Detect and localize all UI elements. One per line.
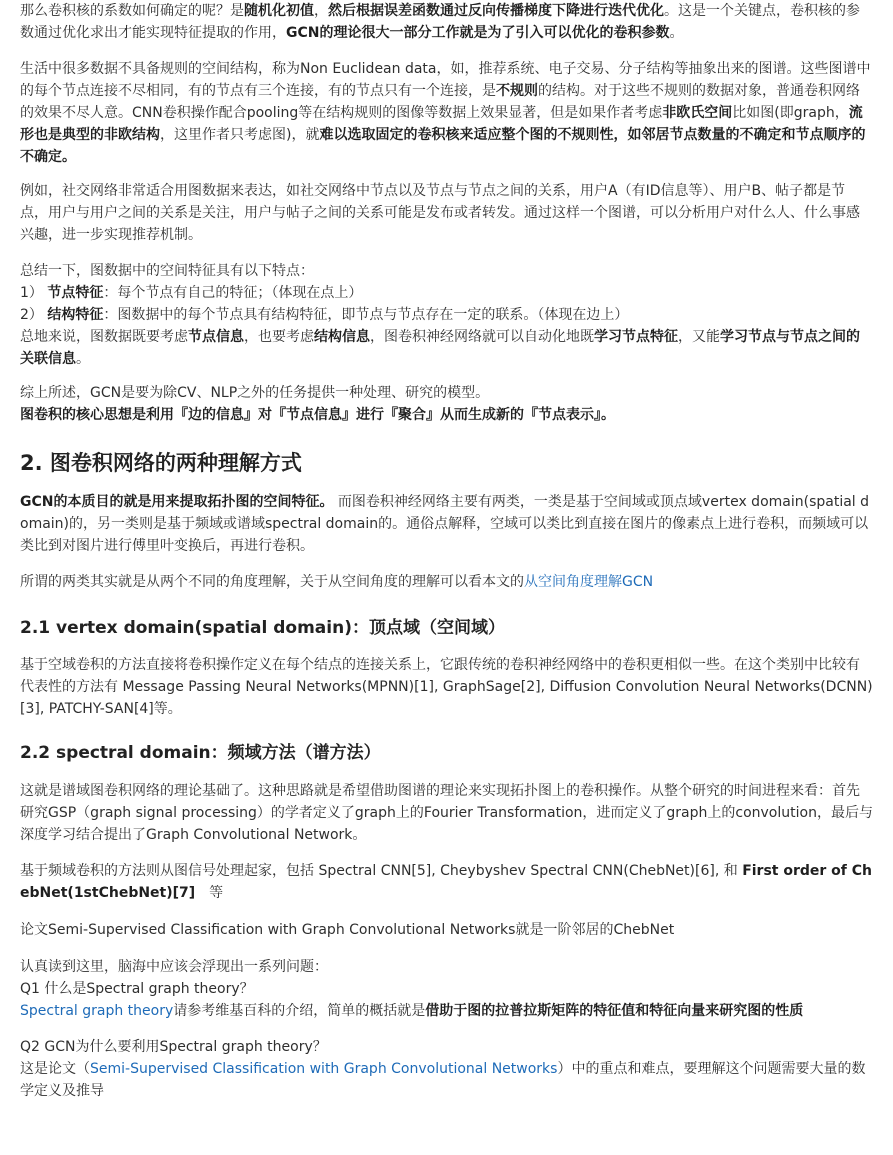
bold-text: 节点信息 (188, 329, 244, 345)
bold-text: 结构信息 (314, 329, 370, 345)
bold-text: 图卷积的核心思想是利用『边的信息』对『节点信息』进行『聚合』从而生成新的『节点表示』。 (20, 407, 615, 423)
section-heading-2: 2. 图卷积网络的两种理解方式 (20, 451, 302, 475)
link-gcn-paper[interactable]: Semi-Supervised Classification with Graph Convolutional Networks (90, 1061, 558, 1077)
text: 等 (195, 885, 224, 901)
text: ：每个节点有自己的特征；（体现在点上） (103, 285, 363, 301)
bold-text: 节点特征 (47, 285, 104, 301)
text: 例如，社交网络非常适合用图数据来表达，如社交网络中节点以及节点与节点之间的关系，用户A（有ID信息等）、用户B、帖子都是节点，用户与用户之间的关系是关注，用户与帖子之间的关系可能是发布或者转发。通过这样一个图谱，可以分析用户对什么人、什么事感兴趣，进一步实现推荐机制。 (20, 183, 860, 243)
paragraph-gcn-purpose (20, 491, 873, 557)
text: 那么卷积核的系数如何确定的呢？是 (20, 3, 244, 19)
bold-text: 然后根据误差函数通过反向传播梯度下降进行迭代优化 (328, 3, 664, 19)
bold-text: GCN的本质目的就是用来提取拓扑图的空间特征。 (20, 494, 334, 510)
bold-text: 非欧氏空间 (662, 105, 733, 121)
paragraph-gcn-conclusion (20, 382, 873, 426)
bold-text: 借助于图的拉普拉斯矩阵的特征值和特征向量来研究图的性质 (425, 1003, 804, 1019)
text: ，又能 (678, 329, 720, 345)
text: ，这里作者只考虑图)，就 (160, 127, 320, 143)
text: ，图卷积神经网络就可以自动化地既 (370, 329, 594, 345)
conclusion-line: 综上所述，GCN是要为除CV、NLP之外的任务提供一种处理、研究的模型。 (20, 385, 490, 401)
text: ，也要考虑 (244, 329, 314, 345)
paragraph-questions-q2 (20, 1036, 873, 1102)
list-item-node-feature (20, 282, 873, 304)
bold-text: GCN的理论很大一部分工作就是为了引入可以优化的卷积参数 (286, 25, 670, 41)
text: 。 (669, 25, 684, 41)
text: 生活中很多数据不具备规则的空间结构，称为Non Euclidean data，如，推荐系统、电子交易、分子结构等抽象出来的图谱。这些图谱中的每个节点连接不尽相同，有的节点有三个连接，有的节点只有一个连接，是 (20, 61, 871, 99)
bold-text: 学习节点特征 (594, 329, 678, 345)
text: 论文Semi-Supervised Classification with Graph Convolutional Networks就是一阶邻居的ChebNet (20, 922, 675, 938)
summary-conclusion (20, 326, 873, 370)
summary-intro: 总结一下，图数据中的空间特征具有以下特点： (20, 263, 314, 279)
text: 。这是一个关键点，卷积核的参数通过优化求出才能实现特征提取的作用， (20, 3, 860, 41)
question-2: Q2 GCN为什么要利用Spectral graph theory？ (20, 1039, 327, 1055)
text: 比如图(即graph， (732, 105, 849, 121)
bold-text: 结构特征 (47, 307, 104, 323)
paragraph-questions-q1 (20, 956, 873, 1022)
link-spectral-graph-theory[interactable]: Spectral graph theory (20, 1003, 174, 1019)
text: 这是论文（ (20, 1061, 90, 1077)
bold-text: 难以选取固定的卷积核来适应整个图的不规则性，如邻居节点数量的不确定和节点顺序的不确定。 (20, 127, 866, 165)
list-item-structure-feature (20, 304, 873, 326)
question-1: Q1 什么是Spectral graph theory？ (20, 981, 254, 997)
bold-text: 学习节点与节点之间的关联信息 (20, 329, 860, 367)
paragraph-non-euclidean (20, 58, 873, 168)
text: 总地来说，图数据既要考虑 (20, 329, 188, 345)
text: 。 (76, 351, 90, 367)
bold-text: First order of ChebNet(1stChebNet)[7] (20, 863, 872, 901)
paragraph-kernel-coefficients (20, 0, 873, 44)
text: ， (314, 3, 328, 19)
paragraph-chebnet-paper (20, 919, 873, 941)
questions-intro: 认真读到这里，脑海中应该会浮现出一系列问题： (20, 959, 328, 975)
core-idea-line (20, 404, 873, 426)
text: ）中的重点和难点，要理解这个问题需要大量的数学定义及推导 (20, 1061, 866, 1099)
paragraph-summary-features (20, 260, 873, 370)
text: 而图卷积神经网络主要有两类，一类是基于空间域或顶点域vertex domain(spatial domain)的，另一类则是基于频域或谱域spectral domain的。通俗点解释，空域可以类比到直接在图片的像素点上进行卷积，而频域可以类比到对图片进行傅里叶变换后，再进行卷积。 (20, 494, 870, 554)
text: 请参考维基百科的介绍，简单的概括就是 (173, 1003, 426, 1019)
paragraph-spectral-methods (20, 860, 873, 904)
text: 基于频域卷积的方法则从图信号处理起家，包括 Spectral CNN[5], Cheybyshev Spectral CNN(ChebNet)[6], 和 (20, 863, 743, 879)
text: 基于空域卷积的方法直接将卷积操作定义在每个结点的连接关系上，它跟传统的卷积神经网络中的卷积更相似一些。在这个类别中比较有代表性的方法有 Message Passing Neural Networks(MPNN)[1], GraphSage[2], Diffusion Convolution Neural Networks(DCNN)[3], PATCHY-SAN[4]等。 (20, 657, 873, 717)
bold-text: 流形也是典型的非欧结构 (20, 105, 863, 143)
paragraph-spatial-methods (20, 654, 873, 720)
paragraph-two-views (20, 571, 873, 593)
link-spatial-gcn[interactable]: 从空间角度理解GCN (524, 574, 654, 590)
subsection-heading-2-2: 2.2 spectral domain：频域方法（谱方法） (20, 743, 381, 763)
text: ：图数据中的每个节点具有结构特征，即节点与节点存在一定的联系。（体现在边上） (103, 307, 629, 323)
list-number: 2） (20, 307, 43, 323)
answer-2 (20, 1058, 873, 1102)
subsection-heading-2-1: 2.1 vertex domain(spatial domain)：顶点域（空间域） (20, 618, 505, 638)
text: 这就是谱域图卷积网络的理论基础了。这种思路就是希望借助图谱的理论来实现拓扑图上的卷积操作。从整个研究的时间进程来看：首先研究GSP（graph signal processing）的学者定义了graph上的Fourier Transformation，进而定义了graph上的convolution，最后与深度学习结合提出了Graph Convolutional Network。 (20, 783, 873, 843)
bold-text: 随机化初值 (244, 3, 314, 19)
paragraph-social-network (20, 180, 873, 246)
bold-text: 不规则 (496, 83, 538, 99)
list-number: 1） (20, 285, 43, 301)
text: 的结构。对于这些不规则的数据对象，普通卷积网络的效果不尽人意。CNN卷积操作配合pooling等在结构规则的图像等数据上效果显著，但是如果作者考虑 (20, 83, 860, 121)
text: 所谓的两类其实就是从两个不同的角度理解，关于从空间角度的理解可以看本文的 (20, 574, 524, 590)
paragraph-spectral-theory (20, 780, 873, 846)
answer-1 (20, 1000, 873, 1022)
